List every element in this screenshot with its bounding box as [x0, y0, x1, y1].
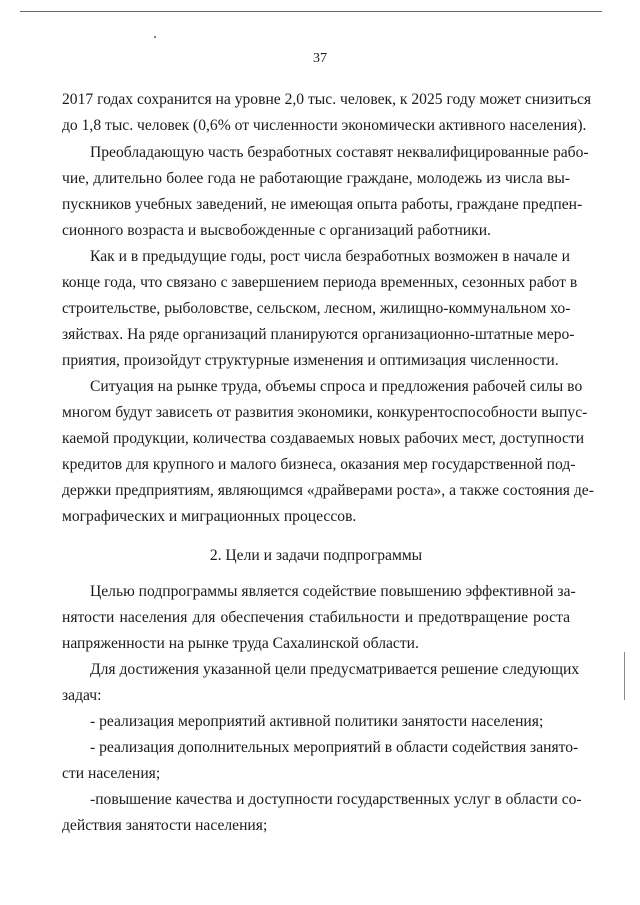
text-line: Как и в предыдущие годы, рост числа безработных возможен в начале и: [90, 248, 570, 265]
text-line: каемой продукции, количества создаваемых новых рабочих мест, доступности: [62, 430, 585, 447]
text-line: задач:: [62, 687, 102, 704]
scan-speck: [154, 36, 156, 38]
list-item: -повышение качества и доступности государственных услуг в области со-: [90, 791, 582, 808]
text-line: чие, длительно более года не работающие граждане, молодежь из числа вы-: [62, 170, 570, 187]
text-line: мографических и миграционных процессов.: [62, 508, 357, 525]
text-line: строительстве, рыболовстве, сельском, лесном, жилищно-коммунальном хо-: [62, 300, 571, 317]
text-line: держки предприятиям, являющимся «драйверами роста», а также состояния де-: [62, 482, 594, 499]
list-item: - реализация мероприятий активной политики занятости населения;: [90, 713, 544, 730]
text-line: сти населения;: [62, 765, 161, 782]
text-line: конце года, что связано с завершением периода временных, сезонных работ в: [62, 274, 578, 291]
text-line: Для достижения указанной цели предусматривается решение следующих: [90, 661, 580, 678]
text-line: действия занятости населения;: [62, 817, 268, 834]
list-item: - реализация дополнительных мероприятий в области содействия занято-: [90, 739, 579, 756]
text-line: сионного возраста и высвобожденные с организаций работники.: [62, 222, 491, 239]
text-line: зяйствах. На ряде организаций планируются организационно-штатные меро-: [62, 326, 575, 343]
text-line: приятия, произойдут структурные изменения и оптимизация численности.: [62, 352, 559, 369]
text-line: до 1,8 тыс. человек (0,6% от численности экономически активного населения).: [62, 117, 587, 134]
top-rule: [20, 11, 602, 12]
text-line: Ситуация на рынке труда, объемы спроса и предложения рабочей силы во: [90, 378, 583, 395]
text-line: многом будут зависеть от развития экономики, конкурентоспособности выпус-: [62, 404, 588, 421]
text-line: кредитов для крупного и малого бизнеса, оказания мер государственной под-: [62, 456, 576, 473]
page-number: 37: [313, 51, 327, 66]
text-line: нятости населения для обеспечения стабильности и предотвращение роста: [62, 609, 570, 626]
text-line: Преобладающую часть безработных составят неквалифицированные рабо-: [90, 144, 589, 161]
scan-edge-mark: [624, 652, 625, 700]
text-line: пускников учебных заведений, не имеющая опыта работы, граждане предпен-: [62, 196, 583, 213]
section-heading: 2. Цели и задачи подпрограммы: [209, 547, 423, 564]
text-line: 2017 годах сохранится на уровне 2,0 тыс. человек, к 2025 году может снизиться: [62, 91, 592, 108]
text-line: Целью подпрограммы является содействие повышению эффективной за-: [90, 583, 576, 600]
text-line: напряженности на рынке труда Сахалинской области.: [62, 635, 419, 652]
